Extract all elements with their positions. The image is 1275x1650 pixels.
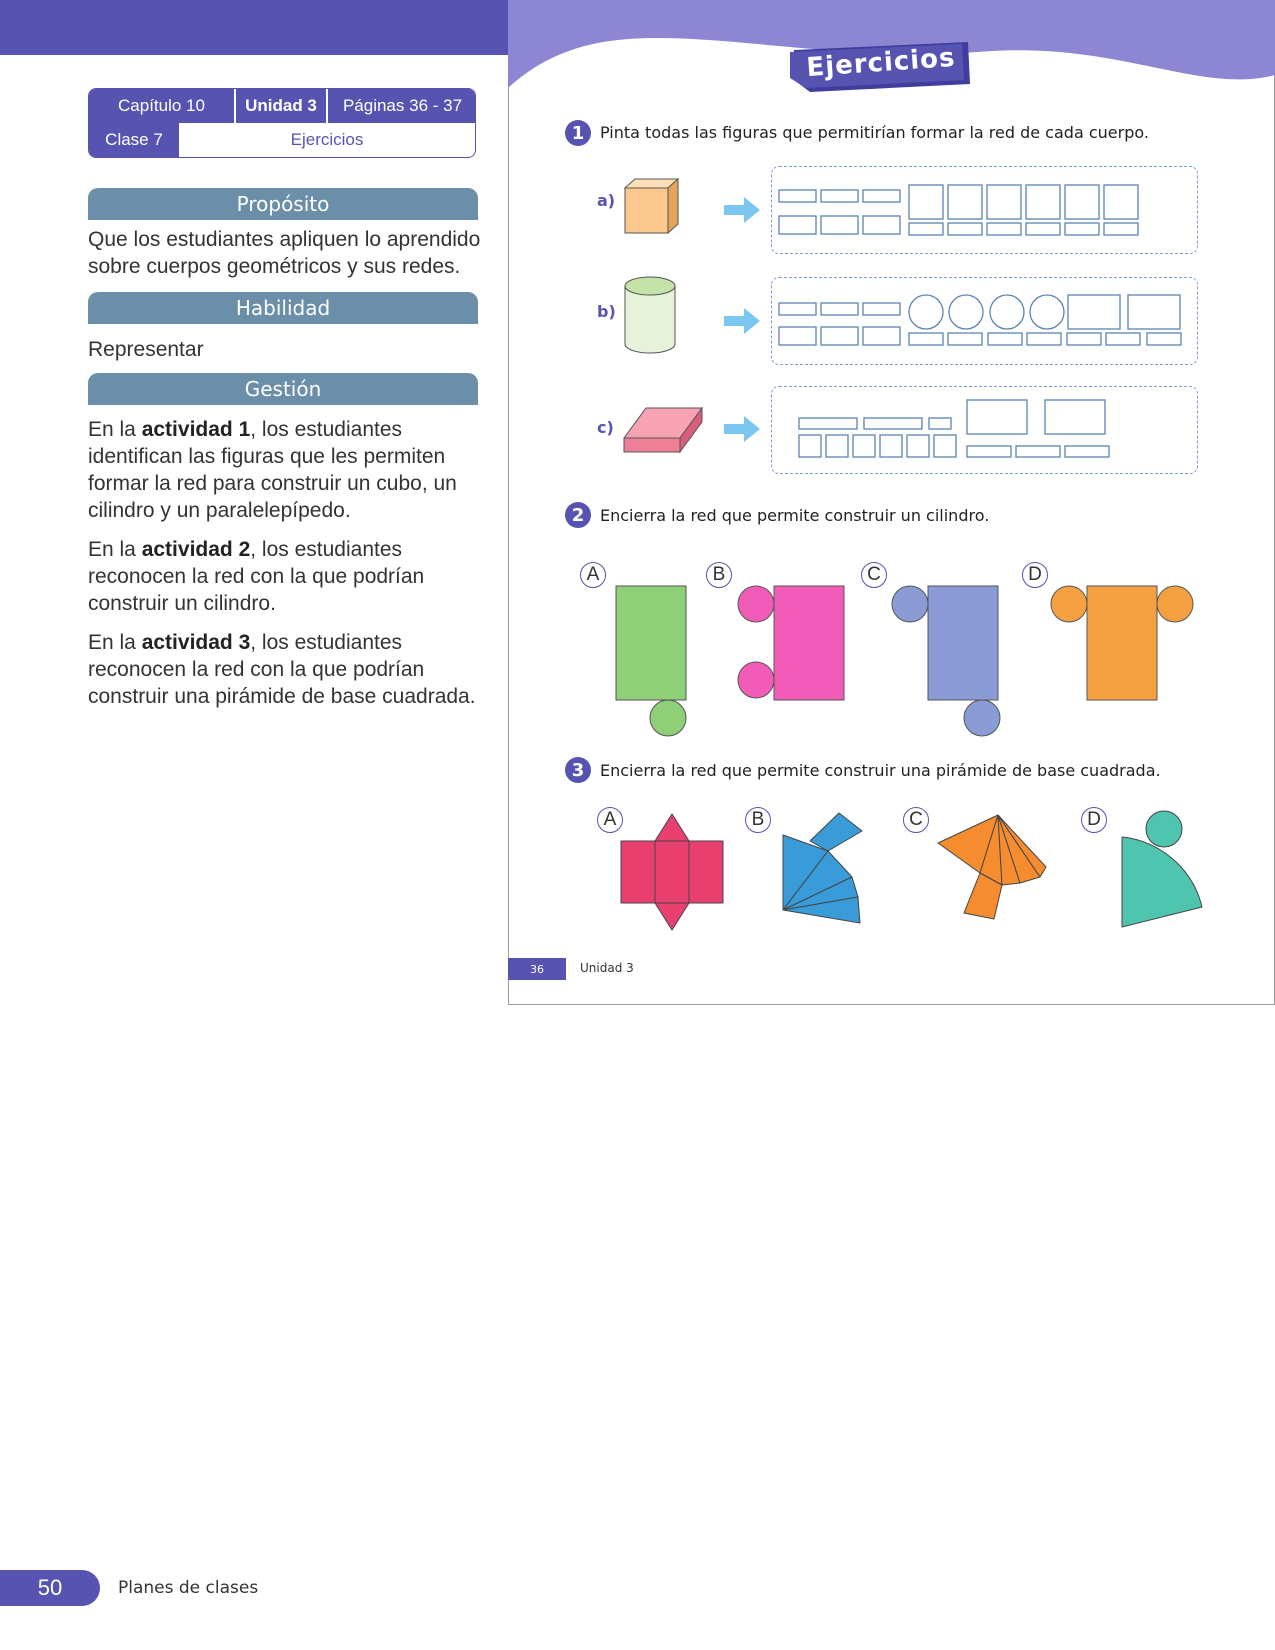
cylinder-icon (622, 274, 678, 356)
question-1-number: 1 (565, 120, 591, 146)
management-paragraph-2: En la actividad 2, los estudiantes reconocen la red con la que podrían construir un cilindro. (88, 538, 425, 615)
q2-option-b[interactable]: B (706, 562, 732, 588)
q1-label-a: a) (597, 191, 616, 210)
q3-option-d[interactable]: D (1081, 807, 1107, 833)
q2-option-a[interactable]: A (580, 562, 606, 588)
q3-pyramid-nets (600, 805, 1210, 935)
q1-shapes-c (771, 386, 1198, 474)
pages-label: Páginas 36 - 37 (342, 96, 463, 115)
class-number: Clase 7 (89, 123, 179, 157)
q1-label-b: b) (597, 302, 616, 321)
chapter-label: Capítulo 10 (118, 96, 205, 115)
skill-heading: Habilidad (88, 292, 478, 324)
cube-icon (622, 176, 682, 236)
arrow-right-icon (724, 308, 760, 334)
page-number: 50 (0, 1570, 100, 1606)
purpose-text: Que los estudiantes apliquen lo aprendido sobre cuerpos geométricos y sus redes. (88, 228, 481, 278)
q3-option-a[interactable]: A (597, 807, 623, 833)
question-3-number: 3 (565, 757, 591, 783)
class-info-table (88, 88, 476, 158)
question-1-text: Pinta todas las figuras que permitirían formar la red de cada cuerpo. (600, 123, 1149, 142)
question-3-text: Encierra la red que permite construir una pirámide de base cuadrada. (600, 761, 1161, 780)
exercises-title: Ejercicios (805, 42, 957, 84)
skill-text: Representar (88, 338, 204, 361)
q3-option-c[interactable]: C (903, 807, 929, 833)
top-bar (0, 0, 508, 55)
class-topic: Ejercicios (290, 130, 364, 149)
workbook-unit-label: Unidad 3 (580, 961, 634, 975)
arrow-right-icon (724, 416, 760, 442)
management-paragraph-1: En la actividad 1, los estudiantes identifican las figuras que les permiten formar la red para construir un cubo, un cilindro y un paralelepípedo. (88, 418, 457, 522)
arrow-right-icon (724, 197, 760, 223)
q1-shapes-b (771, 277, 1198, 365)
info-row-1 (89, 89, 475, 123)
management-paragraph-3: En la actividad 3, los estudiantes reconocen la red con la que podrían construir una pirámide de base cuadrada. (88, 631, 476, 708)
workbook-page-number: 36 (508, 958, 566, 980)
q2-cylinder-nets (600, 580, 1210, 740)
management-heading: Gestión (88, 373, 478, 405)
exercises-title-badge (790, 40, 972, 88)
q2-option-c[interactable]: C (861, 562, 887, 588)
q1-shapes-a (771, 166, 1198, 254)
q1-label-c: c) (597, 418, 614, 437)
unit-label: Unidad 3 (245, 96, 317, 115)
page-footer-label: Planes de clases (118, 1578, 259, 1598)
q3-option-b[interactable]: B (745, 807, 771, 833)
purpose-heading: Propósito (88, 188, 478, 220)
question-2-text: Encierra la red que permite construir un cilindro. (600, 506, 990, 525)
q2-option-d[interactable]: D (1022, 562, 1048, 588)
prism-icon (622, 402, 704, 454)
question-2-number: 2 (565, 502, 591, 528)
